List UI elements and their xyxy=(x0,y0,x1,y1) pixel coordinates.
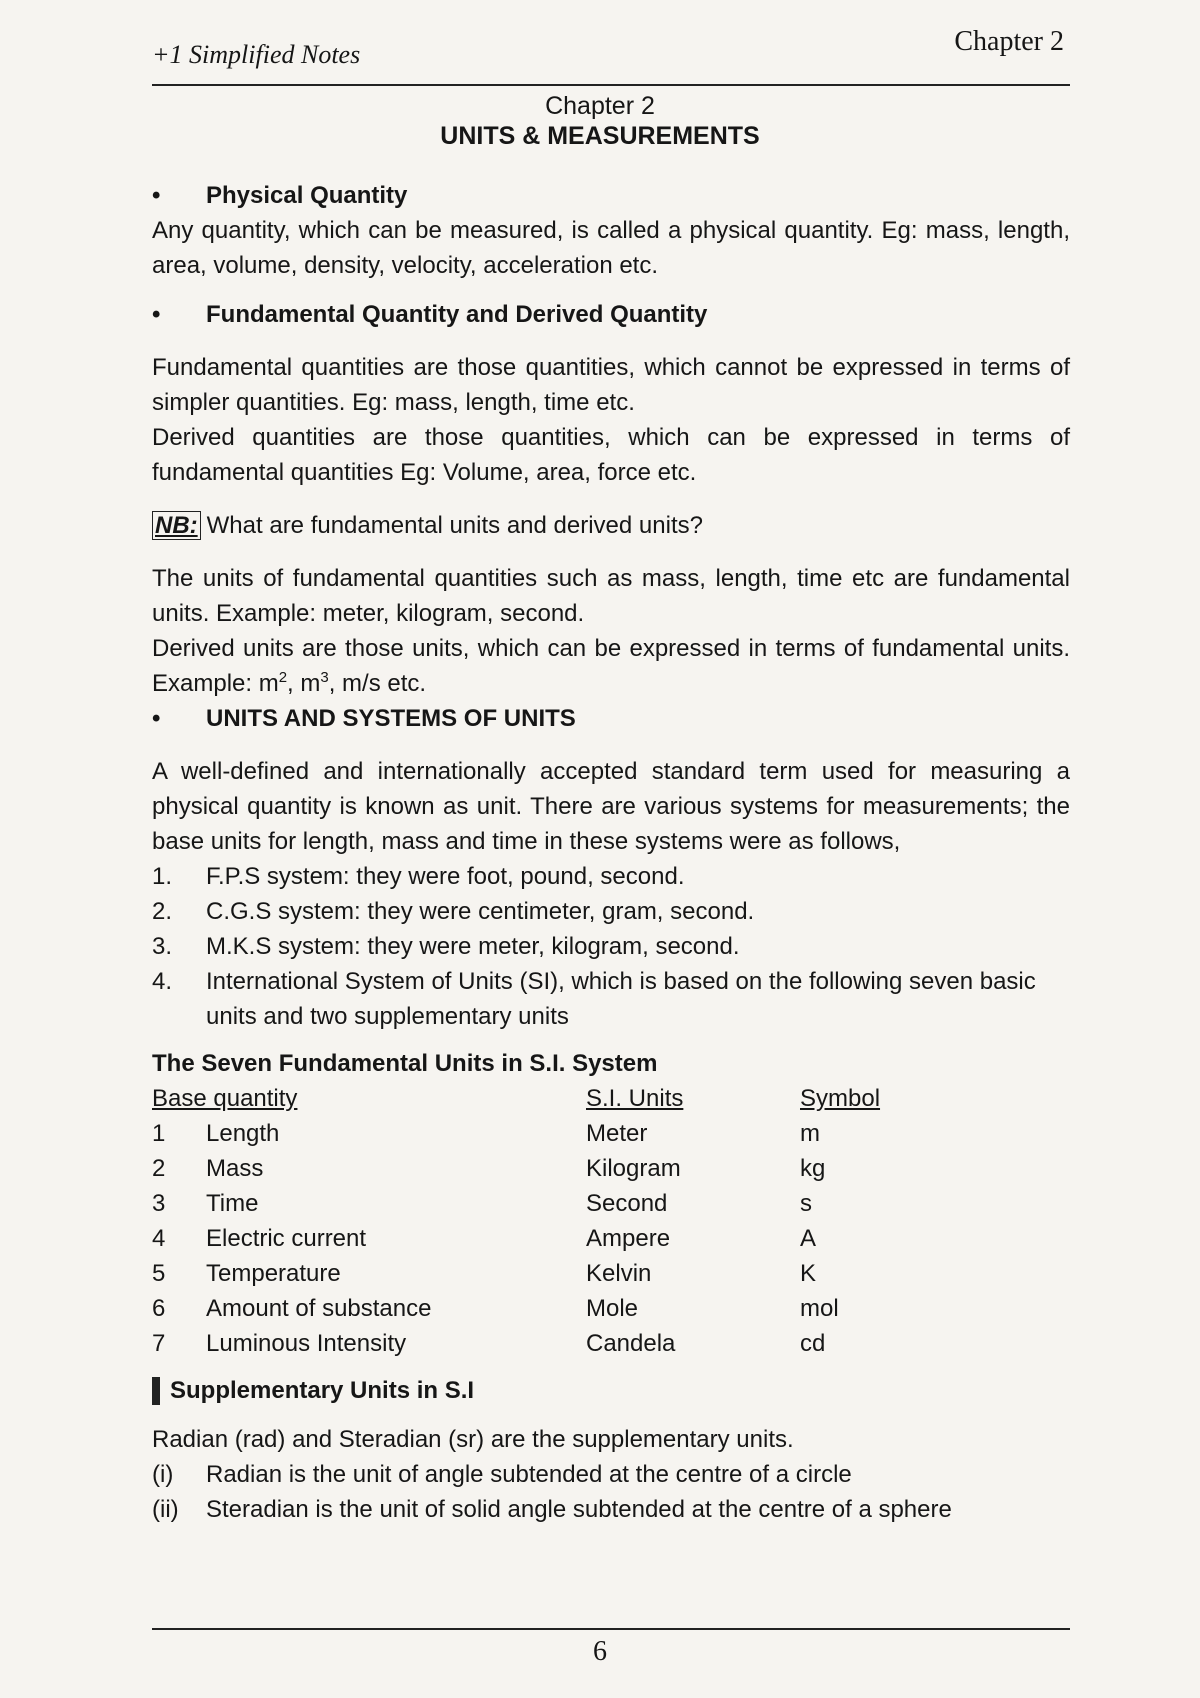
book-title: +1 Simplified Notes xyxy=(152,40,361,69)
row-number: 4 xyxy=(152,1225,166,1252)
list-item xyxy=(152,929,1070,964)
section-heading-physical-quantity xyxy=(152,178,1070,213)
paragraph: A well-defined and internationally accepted standard term used for measuring a physical quantity is known as unit. There are various systems for measurements; the base units for length, mass and time in these systems were as follows, xyxy=(152,758,1070,855)
text-run: , m xyxy=(287,670,321,697)
paragraph: The units of fundamental quantities such as mass, length, time etc are fundamental units. Example: meter, kilogram, second. xyxy=(152,565,1070,627)
si-table-heading: The Seven Fundamental Units in S.I. System xyxy=(152,1050,658,1077)
paragraph: Fundamental quantities are those quantities, which cannot be expressed in terms of simpler quantities. Eg: mass, length, time etc. xyxy=(152,354,1070,416)
supplementary-list xyxy=(152,1457,1070,1527)
list-item xyxy=(152,859,1070,894)
bullet-icon: • xyxy=(152,301,161,328)
base-quantity: Temperature xyxy=(206,1260,341,1287)
list-text: Steradian is the unit of solid angle subtended at the centre of a sphere xyxy=(206,1496,952,1523)
unit-symbol: A xyxy=(800,1225,817,1252)
table-row xyxy=(152,1221,880,1256)
page-number: 6 xyxy=(593,1636,607,1667)
table-row xyxy=(152,1291,880,1326)
row-number: 2 xyxy=(152,1155,166,1182)
list-number: 2. xyxy=(152,898,173,925)
list-text: C.G.S system: they were centimeter, gram, second. xyxy=(206,898,755,925)
si-unit: Kilogram xyxy=(586,1155,681,1182)
footer-rule xyxy=(152,1628,1070,1630)
nb-label: NB: xyxy=(152,511,201,540)
text-run: , m/s etc. xyxy=(328,670,427,697)
unit-symbol: s xyxy=(800,1190,812,1217)
row-number: 1 xyxy=(152,1120,166,1147)
list-item xyxy=(152,964,1070,1034)
base-quantity: Amount of substance xyxy=(206,1295,432,1322)
list-number: (ii) xyxy=(152,1496,179,1523)
list-number: 1. xyxy=(152,863,173,890)
base-quantity: Luminous Intensity xyxy=(206,1330,407,1357)
column-header-units-text: S.I. Units xyxy=(586,1085,684,1112)
table-row xyxy=(152,1151,880,1186)
base-quantity: Length xyxy=(206,1120,280,1147)
unit-symbol: cd xyxy=(800,1330,826,1357)
unit-symbol: kg xyxy=(800,1155,826,1182)
table-row xyxy=(152,1256,880,1291)
superscript: 2 xyxy=(278,669,288,686)
table-row xyxy=(152,1186,880,1221)
list-text: Radian is the unit of angle subtended at the centre of a circle xyxy=(206,1461,852,1488)
row-number: 7 xyxy=(152,1330,166,1357)
column-header-units xyxy=(586,1081,800,1116)
list-item xyxy=(152,894,1070,929)
unit-symbol: m xyxy=(800,1120,820,1147)
list-item xyxy=(152,1492,1070,1527)
list-text: International System of Units (SI), which is based on the following seven basic units and two supplementary units xyxy=(206,968,1036,1030)
bullet-icon: • xyxy=(152,705,161,732)
base-quantity: Electric current xyxy=(206,1225,367,1252)
paragraph: Derived quantities are those quantities, which can be expressed in terms of fundamental quantities Eg: Volume, area, force etc. xyxy=(152,424,1070,486)
table-header-row xyxy=(152,1081,880,1116)
main-content xyxy=(152,178,1070,1527)
table-row xyxy=(152,1116,880,1151)
si-unit: Candela xyxy=(586,1330,676,1357)
si-units-table xyxy=(152,1081,880,1361)
header-rule xyxy=(152,84,1070,86)
list-item xyxy=(152,1457,1070,1492)
paragraph: Radian (rad) and Steradian (sr) are the supplementary units. xyxy=(152,1426,794,1453)
heading-text: Physical Quantity xyxy=(206,182,408,209)
heading-text: UNITS AND SYSTEMS OF UNITS xyxy=(206,705,576,732)
si-unit: Mole xyxy=(586,1295,639,1322)
unit-symbol: mol xyxy=(800,1295,839,1322)
heading-text: Supplementary Units in S.I xyxy=(170,1377,475,1404)
base-quantity: Mass xyxy=(206,1155,264,1182)
column-header-symbol xyxy=(800,1081,880,1116)
heading-bar-icon xyxy=(152,1377,160,1405)
section-heading-systems xyxy=(152,701,1070,736)
table-row xyxy=(152,1326,880,1361)
paragraph xyxy=(152,631,1070,701)
si-unit: Meter xyxy=(586,1120,648,1147)
paragraph: Any quantity, which can be measured, is called a physical quantity. Eg: mass, length, area, volume, density, velocity, acceleration etc. xyxy=(152,217,1070,279)
list-number: 3. xyxy=(152,933,173,960)
systems-list xyxy=(152,859,1070,1034)
section-heading-fundamental-derived xyxy=(152,297,1070,332)
row-number: 6 xyxy=(152,1295,166,1322)
running-chapter-header: Chapter 2 xyxy=(954,26,1064,57)
unit-symbol: K xyxy=(800,1260,817,1287)
nb-question-text: What are fundamental units and derived units? xyxy=(206,512,703,539)
nb-question xyxy=(152,508,1070,543)
column-header-symbol-text: Symbol xyxy=(800,1085,881,1112)
list-number: 4. xyxy=(152,968,173,995)
bullet-icon: • xyxy=(152,182,161,209)
topic-title: UNITS & MEASUREMENTS xyxy=(440,122,760,150)
si-unit: Kelvin xyxy=(586,1260,652,1287)
si-unit: Ampere xyxy=(586,1225,671,1252)
text-run: Derived units are those units, which can be expressed in terms of fundamental units. Example: m xyxy=(152,635,1070,697)
si-unit: Second xyxy=(586,1190,668,1217)
list-text: F.P.S system: they were foot, pound, second. xyxy=(206,863,685,890)
supplementary-heading xyxy=(152,1373,1070,1408)
list-number: (i) xyxy=(152,1461,174,1488)
heading-text: Fundamental Quantity and Derived Quantity xyxy=(206,301,708,328)
row-number: 5 xyxy=(152,1260,166,1287)
row-number: 3 xyxy=(152,1190,166,1217)
column-header-quantity: Base quantity xyxy=(152,1085,298,1112)
chapter-title: Chapter 2 xyxy=(545,92,655,120)
base-quantity: Time xyxy=(206,1190,259,1217)
list-text: M.K.S system: they were meter, kilogram, second. xyxy=(206,933,740,960)
superscript: 3 xyxy=(320,669,329,686)
